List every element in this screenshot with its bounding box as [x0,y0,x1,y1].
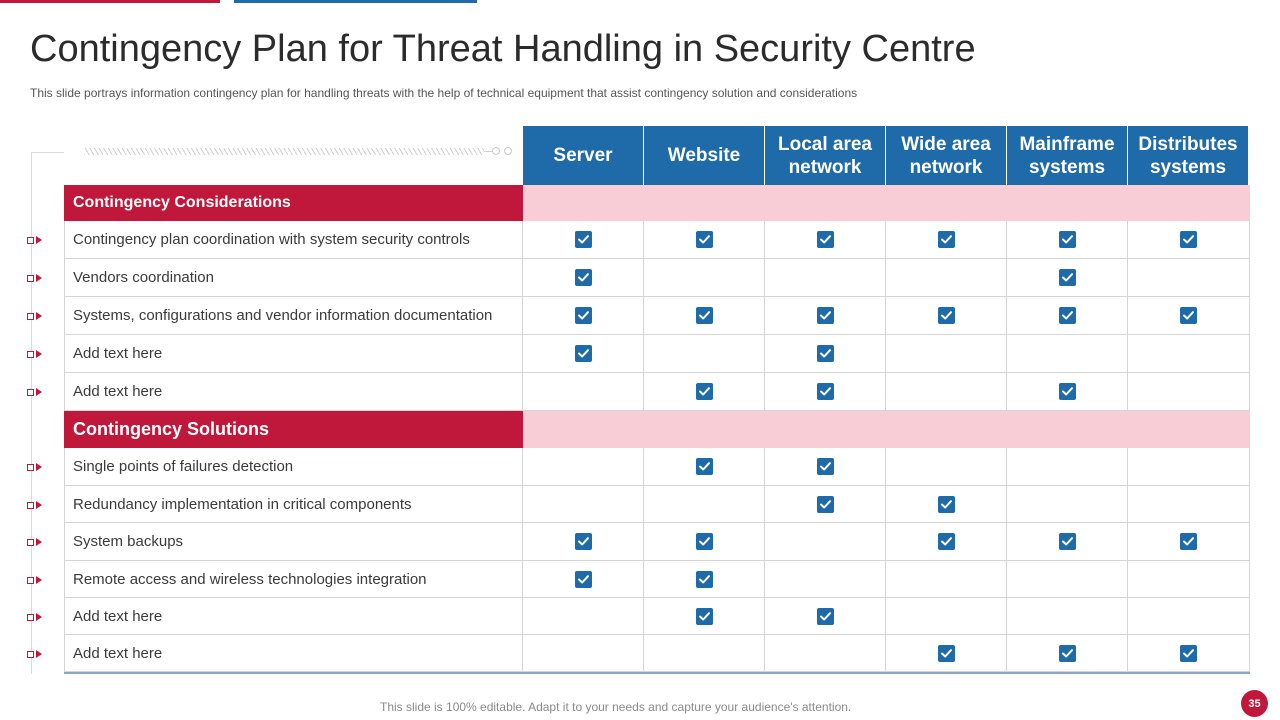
checkbox-checked-icon [1180,307,1197,324]
section-fill [523,411,1250,448]
row-label: Contingency plan coordination with system security controls [73,231,470,248]
row-label: System backups [73,533,184,550]
table-row [64,561,1250,598]
decorative-circle [492,147,500,155]
footer-note: This slide is 100% editable. Adapt it to your needs and capture your audience's attention. [380,700,852,714]
row-bullet-icon [27,236,45,244]
section-band [64,185,1250,221]
row-bullet-icon [27,501,45,509]
row-bullet-icon [27,463,45,471]
table-row [64,598,1250,635]
row-label: Remote access and wireless technologies integration [73,570,427,588]
checkbox-checked-icon [817,345,834,362]
checkbox-checked-icon [1059,533,1076,550]
checkbox-checked-icon [938,533,955,550]
table-row [64,486,1250,523]
checkbox-checked-icon [817,231,834,248]
checkbox-checked-icon [1059,269,1076,286]
section-band [64,411,1250,448]
checkbox-checked-icon [938,496,955,513]
table-row [64,335,1250,373]
column-header-wan: Wide area network [886,126,1006,185]
section-fill [523,185,1250,221]
row-bullet-icon [27,613,45,621]
checkbox-checked-icon [817,383,834,400]
checkbox-checked-icon [696,608,713,625]
checkbox-checked-icon [575,231,592,248]
checkbox-checked-icon [938,231,955,248]
checkbox-checked-icon [696,231,713,248]
decorative-circle [504,147,512,155]
row-bullet-icon [27,538,45,546]
section-label: Contingency Solutions [64,411,523,448]
row-bullet-icon [27,312,45,320]
slide-title: Contingency Plan for Threat Handling in Security Centre [30,28,976,70]
column-header-lan: Local area network [765,126,885,185]
checkbox-checked-icon [575,345,592,362]
checkbox-checked-icon [1059,383,1076,400]
row-label: Add text here [73,644,163,662]
checkbox-checked-icon [575,269,592,286]
checkbox-checked-icon [817,458,834,475]
checkbox-checked-icon [696,458,713,475]
page-number: 35 [1241,690,1268,717]
decorative-frame [31,152,64,674]
checkbox-checked-icon [575,533,592,550]
checkbox-checked-icon [696,533,713,550]
column-header-website: Website [644,126,764,185]
checkbox-checked-icon [817,496,834,513]
row-label: Systems, configurations and vendor information documentation [73,307,493,324]
checkbox-checked-icon [575,571,592,588]
row-label: Vendors coordination [73,269,214,286]
checkbox-checked-icon [696,383,713,400]
row-label: Add text here [73,345,163,362]
slide-subtitle: This slide portrays information contingency plan for handling threats with the help of technical equipment that assist contingency solution and considerations [30,86,858,100]
table-row [64,448,1250,486]
row-label: Add text here [73,607,163,625]
top-accent-bar-red [0,0,220,3]
checkbox-checked-icon [696,307,713,324]
row-label: Single points of failures detection [73,458,294,475]
column-header-server: Server [523,126,643,185]
checkbox-checked-icon [1059,231,1076,248]
row-bullet-icon [27,388,45,396]
column-header-mainframe: Mainframe systems [1007,126,1127,185]
row-bullet-icon [27,274,45,282]
checkbox-checked-icon [938,307,955,324]
checkbox-checked-icon [938,645,955,662]
checkbox-checked-icon [1180,231,1197,248]
row-bullet-icon [27,350,45,358]
row-bullet-icon [27,650,45,658]
checkbox-checked-icon [1059,645,1076,662]
table-bottom-border [64,672,1250,674]
row-label: Add text here [73,383,163,400]
row-label: Redundancy implementation in critical components [73,495,412,513]
checkbox-checked-icon [1180,533,1197,550]
checkbox-checked-icon [575,307,592,324]
checkbox-checked-icon [696,571,713,588]
checkbox-checked-icon [1059,307,1076,324]
section-label: Contingency Considerations [64,185,523,221]
checkbox-checked-icon [817,608,834,625]
row-bullet-icon [27,576,45,584]
top-accent-bar-blue [234,0,477,3]
decorative-hatch [84,148,484,155]
checkbox-checked-icon [817,307,834,324]
column-header-distributed: Distributes systems [1128,126,1248,185]
checkbox-checked-icon [1180,645,1197,662]
